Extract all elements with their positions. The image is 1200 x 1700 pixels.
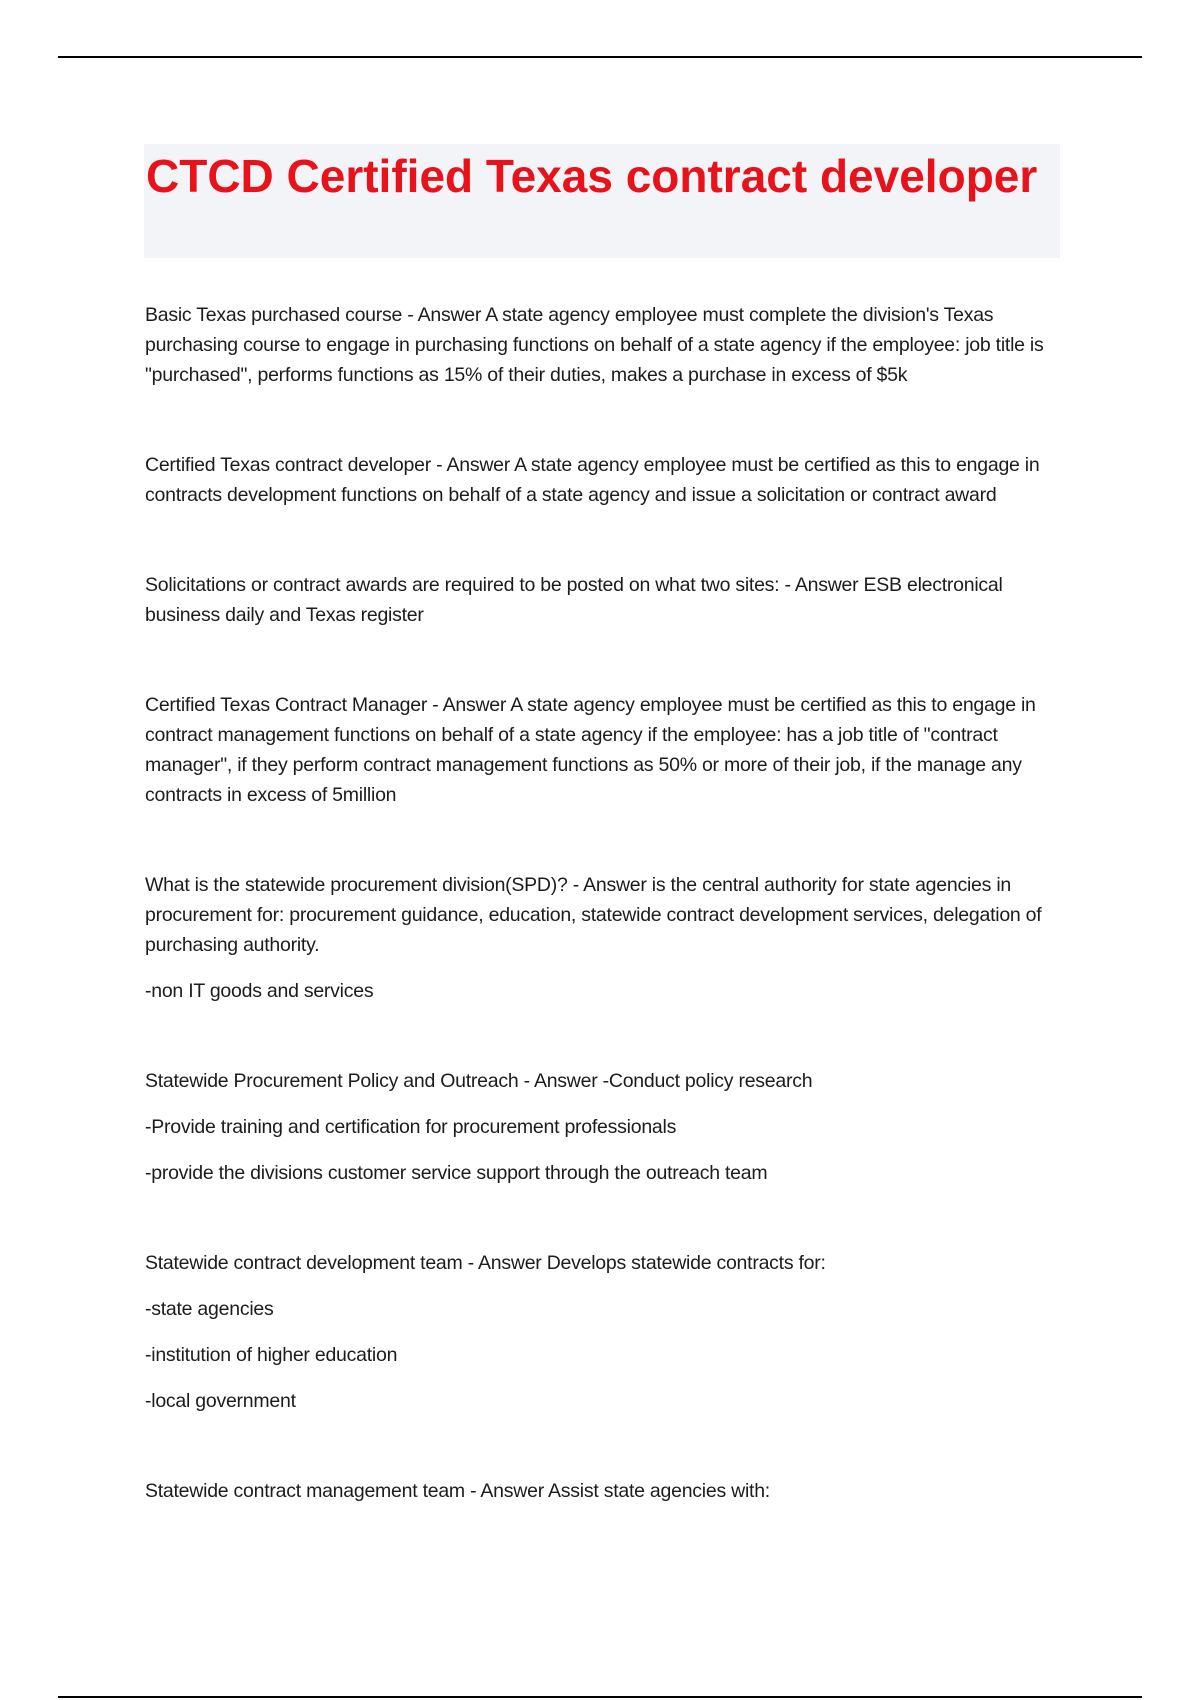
entry-spacer bbox=[145, 630, 1070, 690]
flashcard-entry bbox=[145, 690, 1070, 810]
flashcard-entry bbox=[145, 570, 1070, 630]
entry-text: Statewide Procurement Policy and Outreach - Answer -Conduct policy research bbox=[145, 1070, 813, 1092]
entry-list-item: -institution of higher education bbox=[145, 1344, 398, 1366]
entry-spacer bbox=[145, 810, 1070, 870]
flashcard-entry bbox=[145, 1248, 1070, 1416]
flashcard-entry bbox=[145, 1066, 1070, 1188]
bottom-horizontal-rule bbox=[58, 1696, 1142, 1698]
entry-list-item: -non IT goods and services bbox=[145, 980, 374, 1002]
flashcard-entry bbox=[145, 450, 1070, 510]
entry-text: Certified Texas Contract Manager - Answer A state agency employee must be certified as this to engage in contract management functions on behalf of a state agency if the employee: has a job title of "contract manager", if they perform contract management functions as 50% or more of their job, if the manage any contracts in excess of 5million bbox=[145, 694, 1036, 806]
entry-list-item: -Provide training and certification for procurement professionals bbox=[145, 1116, 677, 1138]
entry-text: What is the statewide procurement division(SPD)? - Answer is the central authority for state agencies in procurement for: procurement guidance, education, statewide contract development services, delegation of purchasing authority. bbox=[145, 874, 1042, 956]
entry-spacer bbox=[145, 1006, 1070, 1066]
entry-spacer bbox=[145, 1416, 1070, 1476]
entry-list-item: -provide the divisions customer service support through the outreach team bbox=[145, 1162, 768, 1184]
title-banner bbox=[144, 144, 1060, 258]
top-horizontal-rule bbox=[58, 56, 1142, 58]
entry-text: Basic Texas purchased course - Answer A state agency employee must complete the division's Texas purchasing course to engage in purchasing functions on behalf of a state agency if the employee: job title is "purchased", performs functions as 15% of their duties, makes a purchase in excess of $5k bbox=[145, 304, 1044, 386]
flashcard-entry bbox=[145, 1476, 1070, 1506]
entry-text: Statewide contract management team - Answer Assist state agencies with: bbox=[145, 1480, 770, 1502]
entry-list-item: -state agencies bbox=[145, 1298, 274, 1320]
entry-spacer bbox=[145, 1188, 1070, 1248]
entry-text: Solicitations or contract awards are required to be posted on what two sites: - Answer ESB electronical business daily and Texas register bbox=[145, 574, 1003, 626]
entry-list-item: -local government bbox=[145, 1390, 296, 1412]
entry-text: Certified Texas contract developer - Answer A state agency employee must be certified as this to engage in contracts development functions on behalf of a state agency and issue a solicitation or contract award bbox=[145, 454, 1040, 506]
flashcard-entry bbox=[145, 870, 1070, 1006]
flashcard-entry bbox=[145, 300, 1070, 390]
flashcard-list bbox=[145, 300, 1070, 1506]
document-title: CTCD Certified Texas contract developer bbox=[146, 150, 1038, 202]
entry-spacer bbox=[145, 510, 1070, 570]
entry-spacer bbox=[145, 390, 1070, 450]
entry-text: Statewide contract development team - Answer Develops statewide contracts for: bbox=[145, 1252, 826, 1274]
